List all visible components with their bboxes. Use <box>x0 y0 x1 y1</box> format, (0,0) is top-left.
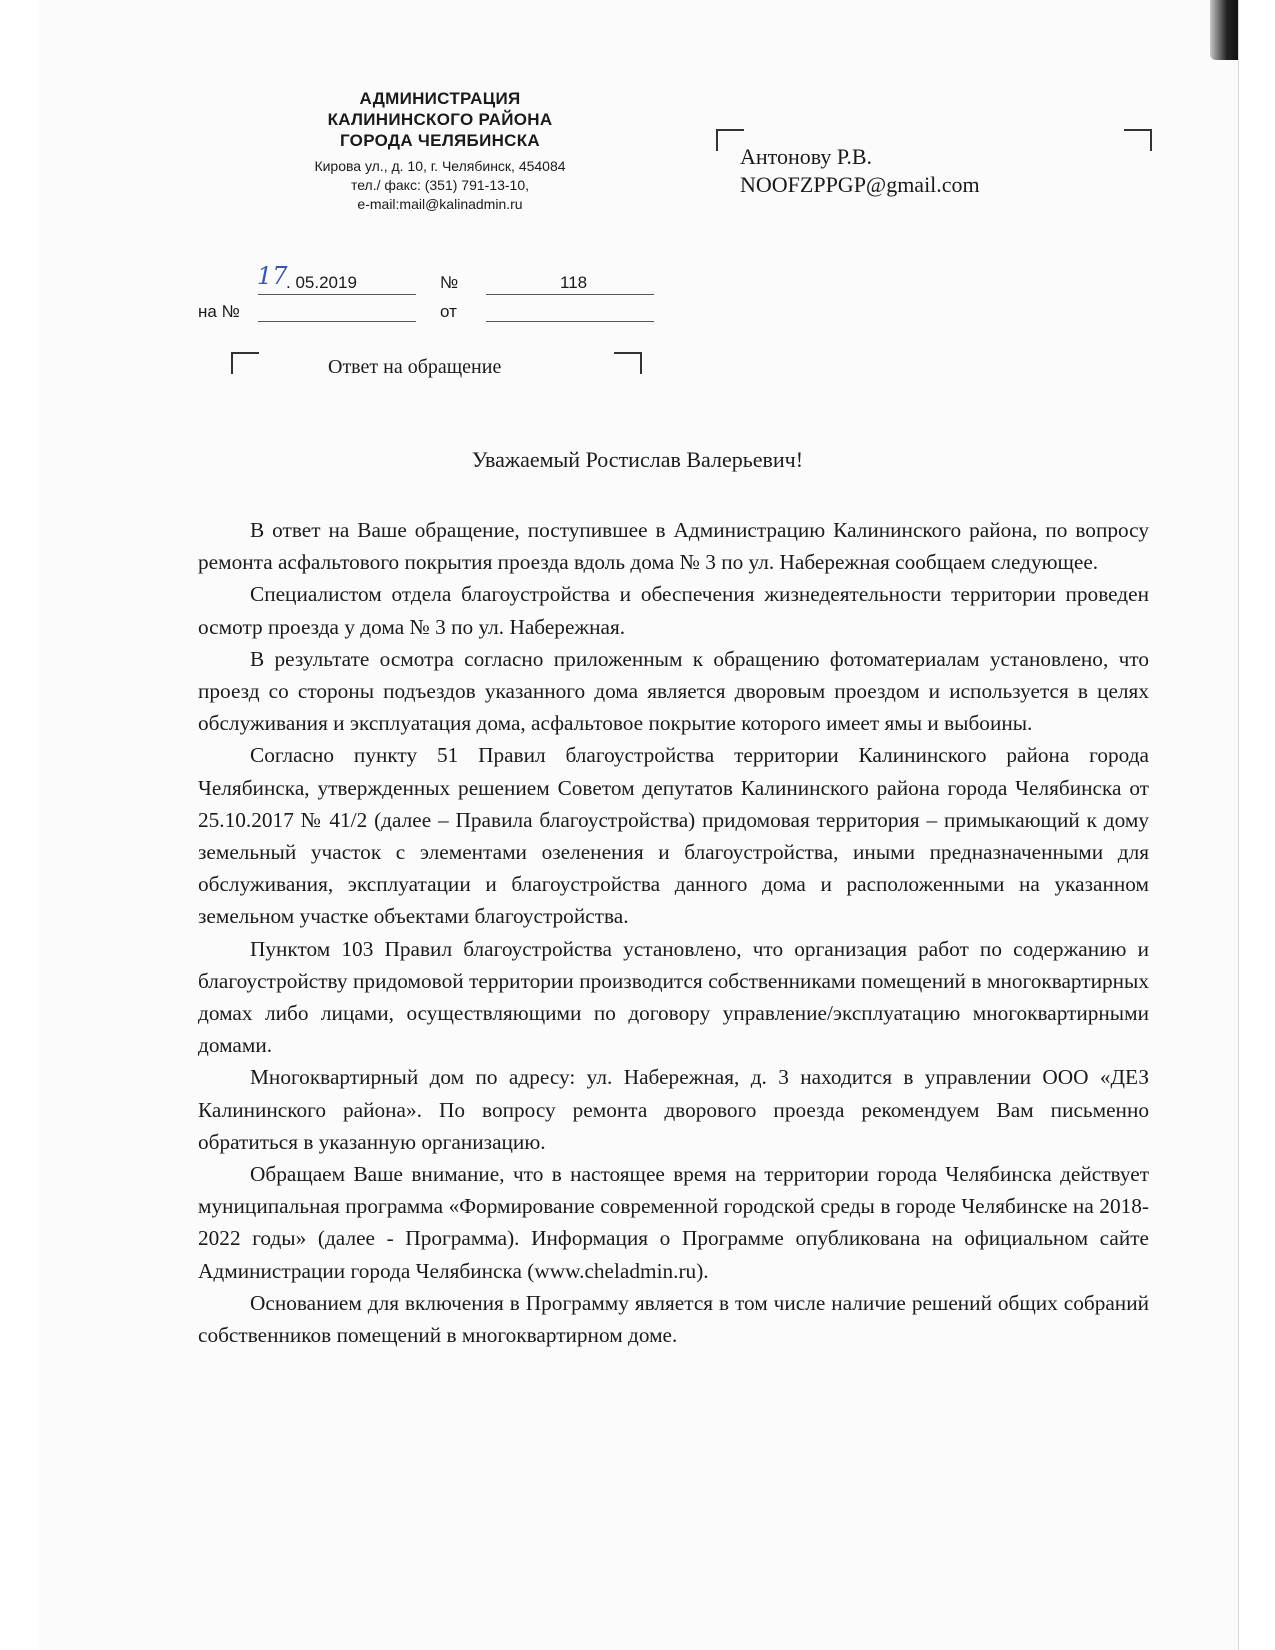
number-underline <box>486 294 654 295</box>
body-paragraph-3: В результате осмотра согласно приложенным к обращению фотоматериалам установлено, что проезд со стороны подъездов указанного дома является дворовым проездом и используется в целях обслуживания и эксплуатация дома, асфальтовое покрытие которого имеет ямы и выбоины. <box>198 646 1149 736</box>
date-printed: . 05.2019 <box>286 273 357 292</box>
date-handwritten: 17 <box>257 262 288 290</box>
body-paragraph-7: Обращаем Ваше внимание, что в настоящее время на территории города Челябинска действует муниципальная программа «Формирование современной городской среды в городе Челябинске на 2018-2022 годы» (далее - Программа). Информация о Программе опубликована на официальном сайте Администрации города Челябинска (www.cheladmin.ru). <box>198 1162 1149 1283</box>
ref-from-underline <box>486 321 654 322</box>
date-underline <box>258 294 416 295</box>
body-paragraph-2: Специалистом отдела благоустройства и обеспечения жизнедеятельности территории проведен осмотр проезда у дома № 3 по ул. Набережная. <box>198 582 1149 639</box>
salutation: Уважаемый Ростислав Валерьевич! <box>471 447 804 472</box>
ref-from-label: от <box>440 302 457 321</box>
organization-header <box>230 88 650 214</box>
subject-corner-left <box>231 352 259 374</box>
number-label: № <box>440 273 459 292</box>
org-name-line2: КАЛИНИНСКОГО РАЙОНА <box>327 110 553 129</box>
recipient-name: Антонову Р.В. <box>740 144 873 169</box>
body-paragraph-4: Согласно пункту 51 Правил благоустройства территории Калининского района города Челябинска, утвержденных решением Советом депутатов Калининского района города Челябинска от 25.10.2017 № 41/2 (далее – Правила благоустройства) придомовая территория – примыкающий к дому земельный участок с элементами озеленения и благоустройства, иными предназначенными для обслуживания, эксплуатации и благоустройства данного дома и расположенными на указанном земельном участке объектами благоустройства. <box>198 743 1149 929</box>
body-paragraph-8: Основанием для включения в Программу является в том числе наличие решений общих собраний собственников помещений в многоквартирном доме. <box>198 1290 1149 1348</box>
subject-line: Ответ на обращение <box>328 356 502 378</box>
subject-corner-right <box>614 352 642 374</box>
org-name-line1: АДМИНИСТРАЦИЯ <box>359 89 521 108</box>
ref-number-label: на № <box>198 302 240 321</box>
org-phone: тел./ факс: (351) 791-13-10, <box>350 177 530 193</box>
body-paragraph-5: Пунктом 103 Правил благоустройства установлено, что организация работ по содержанию и благоустройству придомовой территории производится собственниками помещений в многоквартирных домах либо лицами, осуществляющими по договору управление/эксплуатацию многоквартирными домами. <box>198 936 1149 1058</box>
org-email: e-mail:mail@kalinadmin.ru <box>357 196 523 212</box>
org-name-line3: ГОРОДА ЧЕЛЯБИНСКА <box>339 131 541 150</box>
recipient-corner-right <box>1124 129 1152 151</box>
letter-body <box>198 514 1149 1351</box>
body-paragraph-1: В ответ на Ваше обращение, поступившее в Администрацию Калининского района, по вопросу ремонта асфальтового покрытия проезда вдоль дома № 3 по ул. Набережная сообщаем следующее. <box>198 518 1149 575</box>
recipient-block <box>740 143 980 199</box>
recipient-email: NOOFZPPGP@gmail.com <box>740 172 980 197</box>
body-paragraph-6: Многоквартирный дом по адресу: ул. Набережная, д. 3 находится в управлении ООО «ДЕЗ Калининского района». По вопросу ремонта дворового проезда рекомендуем Вам письменно обратиться в указанную организацию. <box>198 1065 1149 1154</box>
number-value: 118 <box>560 273 588 292</box>
org-address: Кирова ул., д. 10, г. Челябинск, 454084 <box>314 158 566 174</box>
scan-edge-shadow <box>1210 0 1238 60</box>
ref-number-underline <box>258 321 416 322</box>
